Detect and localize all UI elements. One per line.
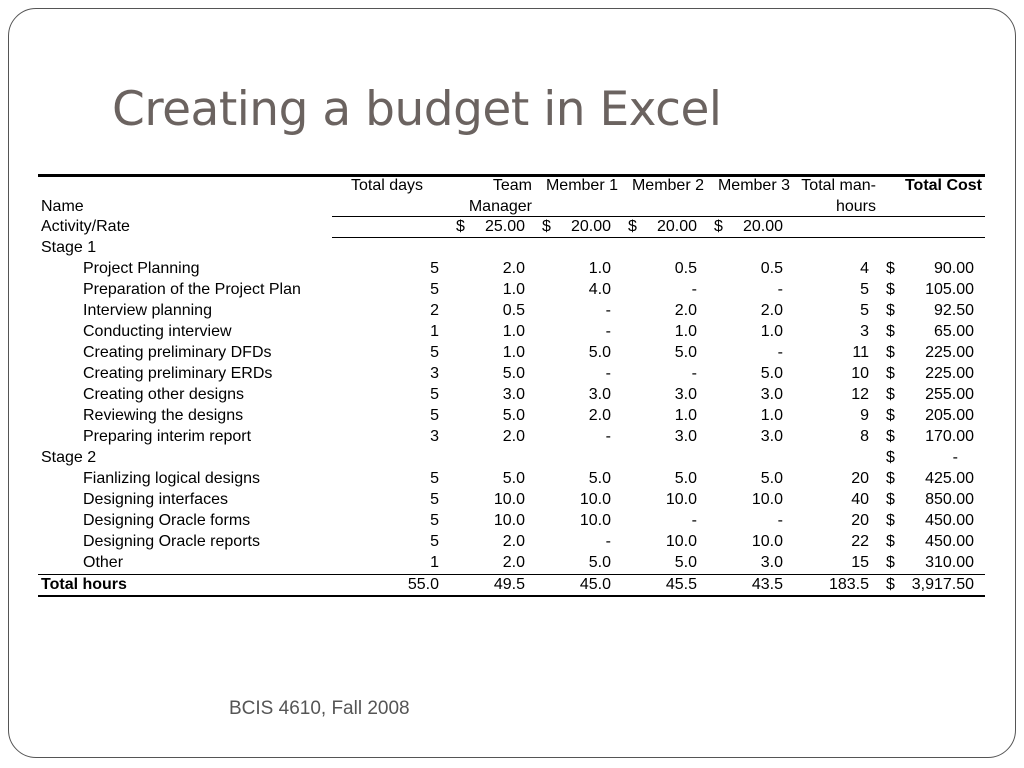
- activity-days: 5: [430, 344, 439, 361]
- rate-rule: [332, 237, 985, 238]
- activity-m3: 1.0: [760, 323, 783, 340]
- activity-tm: 10.0: [493, 491, 525, 508]
- activity-m3: 10.0: [751, 533, 783, 550]
- activity-days: 5: [430, 470, 439, 487]
- activity-m1: 5.0: [588, 554, 611, 571]
- activity-days: 5: [430, 260, 439, 277]
- total-days: 55.0: [407, 576, 439, 593]
- rate-value: 20.00: [656, 218, 697, 235]
- activity-hours: 22: [851, 533, 869, 550]
- activity-m1: 2.0: [588, 407, 611, 424]
- activity-name: Conducting interview: [83, 323, 232, 340]
- rate-value: 25.00: [484, 218, 525, 235]
- rate-value: 20.00: [570, 218, 611, 235]
- activity-name: Creating other designs: [83, 386, 244, 403]
- activity-hours: 40: [851, 491, 869, 508]
- cost-currency: $: [886, 323, 895, 340]
- activity-hours: 20: [851, 470, 869, 487]
- activity-cost: 450.00: [925, 512, 974, 529]
- header-name: Name: [41, 198, 84, 215]
- cost-currency: $: [886, 281, 895, 298]
- activity-m3: 0.5: [760, 260, 783, 277]
- section-label: Stage 2: [41, 449, 97, 466]
- activity-name: Designing Oracle forms: [83, 512, 251, 529]
- total-tm: 49.5: [493, 576, 525, 593]
- activity-tm: 2.0: [502, 533, 525, 550]
- rate-currency: $: [542, 218, 551, 235]
- budget-table: [38, 174, 985, 598]
- activity-name: Preparation of the Project Plan: [83, 281, 301, 298]
- cost-currency: $: [886, 470, 895, 487]
- rate-currency: $: [628, 218, 637, 235]
- cost-currency: $: [886, 386, 895, 403]
- activity-m1: 5.0: [588, 344, 611, 361]
- activity-cost: 170.00: [925, 428, 974, 445]
- total-m3: 43.5: [751, 576, 783, 593]
- activity-m2: 5.0: [674, 470, 697, 487]
- activity-days: 1: [430, 323, 439, 340]
- activity-m2: 1.0: [674, 323, 697, 340]
- activity-m2: 10.0: [665, 491, 697, 508]
- cost-currency: $: [886, 302, 895, 319]
- activity-tm: 3.0: [502, 386, 525, 403]
- activity-cost: 65.00: [933, 323, 974, 340]
- total-bottom-rule: [38, 595, 985, 597]
- activity-name: Other: [83, 554, 124, 571]
- activity-m2: 5.0: [674, 344, 697, 361]
- activity-tm: 5.0: [502, 407, 525, 424]
- cost-currency: $: [886, 554, 895, 571]
- activity-m1: -: [605, 428, 611, 445]
- activity-m2: 0.5: [674, 260, 697, 277]
- slide-footer: BCIS 4610, Fall 2008: [229, 698, 410, 719]
- cost-currency: $: [886, 512, 895, 529]
- header-total-man-hours: Total man-: [801, 177, 876, 194]
- activity-cost: 255.00: [925, 386, 974, 403]
- header-member-1: Member 1: [545, 177, 618, 194]
- activity-m1: -: [605, 323, 611, 340]
- activity-m1: 10.0: [579, 512, 611, 529]
- activity-tm: 1.0: [502, 323, 525, 340]
- header-total-man-hours: hours: [835, 198, 876, 215]
- cost-currency: $: [886, 344, 895, 361]
- activity-days: 5: [430, 512, 439, 529]
- header-member-2: Member 2: [631, 177, 704, 194]
- header-member-3: Member 3: [717, 177, 790, 194]
- activity-days: 3: [430, 428, 439, 445]
- header-team-manager: Manager: [468, 198, 532, 215]
- activity-m2: -: [691, 512, 697, 529]
- activity-m1: -: [605, 302, 611, 319]
- activity-name: Creating preliminary DFDs: [83, 344, 272, 361]
- activity-m1: 1.0: [588, 260, 611, 277]
- activity-m3: -: [777, 344, 783, 361]
- activity-name: Reviewing the designs: [83, 407, 244, 424]
- cost-currency: $: [886, 407, 895, 424]
- activity-name: Creating preliminary ERDs: [83, 365, 273, 382]
- header-team-manager: Team: [492, 177, 532, 194]
- activity-days: 3: [430, 365, 439, 382]
- activity-cost: 425.00: [925, 470, 974, 487]
- activity-cost: 225.00: [925, 365, 974, 382]
- activity-m3: 1.0: [760, 407, 783, 424]
- activity-hours: 15: [851, 554, 869, 571]
- activity-m1: 4.0: [588, 281, 611, 298]
- activity-m3: -: [777, 281, 783, 298]
- activity-cost: 105.00: [925, 281, 974, 298]
- total-m1: 45.0: [579, 576, 611, 593]
- cost-currency: $: [886, 449, 895, 466]
- activity-name: Project Planning: [83, 260, 200, 277]
- activity-m3: 5.0: [760, 470, 783, 487]
- total-cost: 3,917.50: [911, 576, 974, 593]
- activity-cost: 92.50: [933, 302, 974, 319]
- activity-m3: -: [777, 512, 783, 529]
- total-hours: 183.5: [828, 576, 869, 593]
- rate-value: 20.00: [742, 218, 783, 235]
- activity-tm: 0.5: [502, 302, 525, 319]
- cost-currency: $: [886, 365, 895, 382]
- activity-m2: 3.0: [674, 428, 697, 445]
- activity-m2: 10.0: [665, 533, 697, 550]
- activity-hours: 5: [860, 281, 869, 298]
- activity-hours: 4: [860, 260, 869, 277]
- activity-hours: 10: [851, 365, 869, 382]
- activity-tm: 1.0: [502, 344, 525, 361]
- activity-cost: 850.00: [925, 491, 974, 508]
- activity-m1: -: [605, 533, 611, 550]
- activity-m1: 5.0: [588, 470, 611, 487]
- activity-m3: 3.0: [760, 386, 783, 403]
- total-m2: 45.5: [665, 576, 697, 593]
- activity-m2: 2.0: [674, 302, 697, 319]
- activity-days: 5: [430, 386, 439, 403]
- activity-days: 1: [430, 554, 439, 571]
- activity-hours: 8: [860, 428, 869, 445]
- activity-m3: 3.0: [760, 554, 783, 571]
- activity-days: 5: [430, 533, 439, 550]
- cost-currency: $: [886, 576, 895, 593]
- activity-days: 2: [430, 302, 439, 319]
- activity-hours: 20: [851, 512, 869, 529]
- cost-currency: $: [886, 260, 895, 277]
- activity-m3: 5.0: [760, 365, 783, 382]
- activity-tm: 2.0: [502, 554, 525, 571]
- activity-cost: 205.00: [925, 407, 974, 424]
- activity-tm: 10.0: [493, 512, 525, 529]
- activity-hours: 11: [852, 344, 869, 361]
- activity-name: Designing Oracle reports: [83, 533, 260, 550]
- header-total-cost: Total Cost: [904, 177, 982, 194]
- activity-cost: 225.00: [925, 344, 974, 361]
- activity-name: Designing interfaces: [83, 491, 228, 508]
- activity-m1: 3.0: [588, 386, 611, 403]
- rate-currency: $: [714, 218, 723, 235]
- cost-value: -: [952, 449, 958, 466]
- activity-cost: 310.00: [925, 554, 974, 571]
- activity-m3: 2.0: [760, 302, 783, 319]
- activity-days: 5: [430, 491, 439, 508]
- activity-m1: -: [605, 365, 611, 382]
- cost-currency: $: [886, 533, 895, 550]
- activity-m3: 3.0: [760, 428, 783, 445]
- activity-name: Interview planning: [83, 302, 212, 319]
- activity-tm: 5.0: [502, 365, 525, 382]
- activity-m2: 5.0: [674, 554, 697, 571]
- activity-cost: 90.00: [933, 260, 974, 277]
- section-label: Stage 1: [41, 239, 97, 256]
- rate-currency: $: [456, 218, 465, 235]
- activity-days: 5: [430, 407, 439, 424]
- activity-m1: 10.0: [579, 491, 611, 508]
- activity-hours: 3: [860, 323, 869, 340]
- rate-row-label: Activity/Rate: [41, 218, 130, 235]
- activity-tm: 2.0: [502, 260, 525, 277]
- cost-currency: $: [886, 428, 895, 445]
- activity-m3: 10.0: [751, 491, 783, 508]
- total-label: Total hours: [41, 576, 127, 593]
- activity-m2: -: [691, 281, 697, 298]
- activity-tm: 1.0: [502, 281, 525, 298]
- activity-name: Preparing interim report: [83, 428, 252, 445]
- activity-tm: 5.0: [502, 470, 525, 487]
- slide-title: Creating a budget in Excel: [112, 82, 722, 137]
- activity-m2: 3.0: [674, 386, 697, 403]
- activity-m2: 1.0: [674, 407, 697, 424]
- activity-cost: 450.00: [925, 533, 974, 550]
- activity-tm: 2.0: [502, 428, 525, 445]
- activity-hours: 5: [860, 302, 869, 319]
- activity-hours: 12: [851, 386, 869, 403]
- activity-days: 5: [430, 281, 439, 298]
- header-total-days: Total days: [351, 177, 424, 194]
- activity-m2: -: [691, 365, 697, 382]
- activity-hours: 9: [860, 407, 869, 424]
- cost-currency: $: [886, 491, 895, 508]
- activity-name: Fianlizing logical designs: [83, 470, 260, 487]
